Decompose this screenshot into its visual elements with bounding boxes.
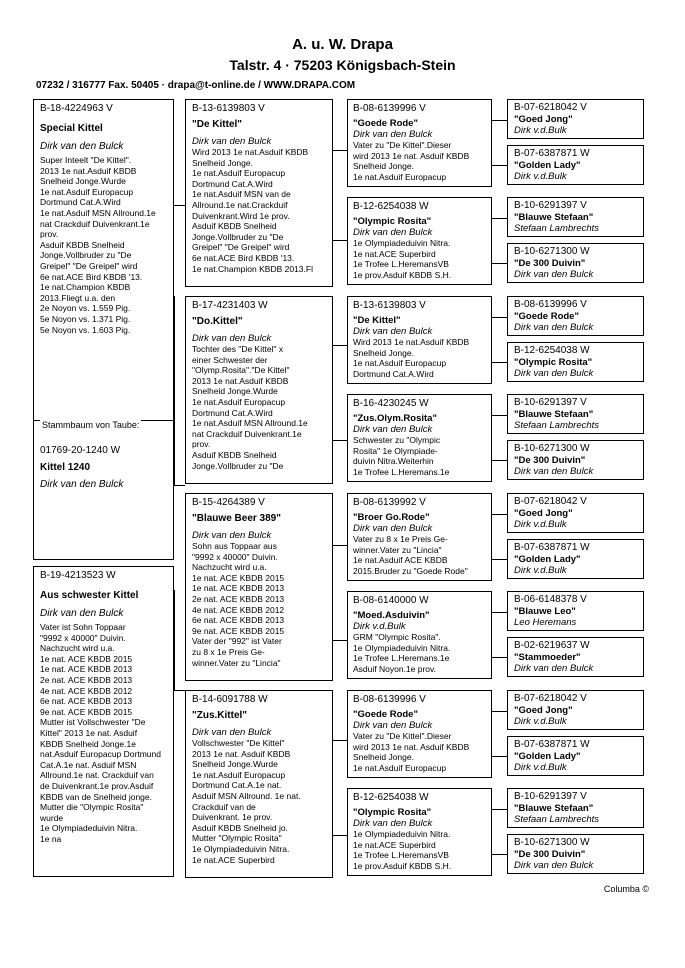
pigeon-description — [353, 337, 487, 379]
ancestor-box — [507, 690, 644, 730]
description-line: Vater der "992" ist Vater — [192, 636, 282, 647]
connector-line — [492, 460, 507, 461]
description-line: nat Crackduif Duivenkrant.1e — [192, 428, 302, 439]
description-line: Asduif KBDB Snelheid jo. — [192, 822, 288, 833]
description-line: wird 2013 1e nat. Asduif KBDB — [353, 741, 470, 752]
description-line: 4e nat. ACE KBDB 2012 — [40, 685, 133, 696]
pigeon-name: "Olympic Rosita" — [514, 357, 593, 368]
owner-name: Stefaan Lambrechts — [514, 814, 600, 825]
description-line: Asduif KBDB Snelheid — [40, 239, 125, 250]
description-line: Mutter ist Vollschwester "De — [40, 717, 146, 728]
ring-number: B-07-6387871 W — [514, 148, 590, 159]
ancestor-box — [507, 788, 644, 828]
description-line: Dortmund Cat.A.Wird — [192, 407, 273, 418]
grandparent-box — [185, 690, 333, 878]
pigeon-name: "De 300 Duivin" — [514, 849, 586, 860]
connector-line — [492, 120, 507, 121]
ring-number: B-12-6254038 W — [514, 345, 590, 356]
description-line: 1e nat.Champion KBDB — [40, 282, 131, 293]
pigeon-name: Special Kittel — [40, 123, 103, 134]
owner-name: Dirk van den Bulck — [353, 720, 433, 731]
subject-name: Kittel 1240 — [40, 462, 91, 473]
connector-line — [333, 150, 347, 151]
great-grandparent-box — [347, 296, 492, 384]
pigeon-name: "Golden Lady" — [514, 554, 581, 565]
pigeon-description — [192, 147, 328, 274]
owner-name: Dirk v.d.Bulk — [514, 762, 567, 773]
owner-name: Stefaan Lambrechts — [514, 223, 600, 234]
description-line: "9992 x 40000" Duivin. — [192, 551, 278, 562]
description-line: 1e nat.Asduif MSN Allround.1e — [192, 418, 308, 429]
ring-number: B-07-6218042 V — [514, 102, 587, 113]
description-line: Cat.A.1e nat. Asduif MSN — [40, 759, 137, 770]
pigeon-description — [192, 541, 328, 668]
connector-line — [492, 657, 507, 658]
sire-box — [33, 99, 174, 421]
description-line: Asduif Noyon.1e prov. — [353, 663, 436, 674]
stammbaum-label: Stammbaum von Taube: — [42, 420, 140, 430]
description-line: 2e Noyon vs. 1.559 Pig. — [40, 303, 131, 314]
connector-line — [174, 590, 175, 690]
description-line: winner.Vater zu "Lincia" — [192, 657, 281, 668]
description-line: 1e prov.Asduif KBDB S.H. — [353, 860, 452, 871]
stammbaum-frame — [33, 420, 174, 560]
description-line: Asduif KBDB Snelheid — [192, 449, 277, 460]
owner-name: Dirk van den Bulck — [353, 227, 433, 238]
description-line: zu 8 x 1e Preis Ge- — [192, 646, 265, 657]
description-line: Rosita" 1e Olympiade- — [353, 445, 438, 456]
owner-name: Dirk van den Bulck — [192, 333, 272, 344]
description-line: Jonge.Vollbruder zu "De — [192, 460, 284, 471]
description-line: 1e nat.ACE Superbird — [353, 248, 436, 259]
description-line: Jonge.Vollbruder zu "De — [192, 231, 284, 242]
ring-number: B-10-6271300 W — [514, 837, 590, 848]
description-line: 1e nat.Asduif Europacup — [192, 168, 286, 179]
pigeon-description — [353, 731, 487, 773]
description-line: Vater zu 8 x 1e Preis Ge- — [353, 534, 448, 544]
description-line: KBDB van de Snelheid jonge. — [40, 791, 152, 802]
ring-number: B-10-6291397 V — [514, 397, 587, 408]
description-line: nat.Asduif Europacup Dortmund — [40, 749, 161, 760]
connector-line — [492, 612, 507, 613]
pigeon-name: "Zus.Kittel" — [192, 710, 248, 721]
owner-name: Stefaan Lambrechts — [514, 420, 600, 431]
connector-line — [492, 809, 507, 810]
owner-name: Dirk van den Bulck — [192, 727, 272, 738]
great-grandparent-box — [347, 690, 492, 778]
description-line: Snelheid Jonge. — [192, 157, 253, 168]
ancestor-box — [507, 296, 644, 336]
description-line: Dortmund Cat.A.Wird — [40, 197, 121, 208]
description-line: Super Inteelt "De Kittel". — [40, 155, 132, 165]
great-grandparent-box — [347, 99, 492, 187]
pigeon-name: "Blauwe Beer 389" — [192, 513, 281, 524]
description-line: Vollschwester "De Kittel" — [192, 738, 285, 748]
description-line: 6e nat. ACE KBDB 2013 — [40, 696, 133, 707]
description-line: wird 2013 1e nat. Asduif KBDB — [353, 150, 470, 161]
description-line: 2013 1e nat.Asduif KBDB — [40, 165, 137, 176]
description-line: Wird 2013 1e nat.Asduif KBDB — [353, 337, 470, 347]
pigeon-description — [353, 534, 487, 576]
description-line: 1e nat.ACE Superbird — [353, 839, 436, 850]
connector-line — [492, 559, 507, 560]
ring-number: B-08-6139996 V — [353, 694, 426, 705]
ring-number: B-10-6271300 W — [514, 246, 590, 257]
connector-line — [492, 263, 507, 264]
description-line: einer Schwester der — [192, 354, 268, 365]
description-line: 1e nat. ACE KBDB 2013 — [40, 664, 133, 675]
pigeon-name: "Olympic Rosita" — [353, 216, 432, 227]
pigeon-name: "Broer Go.Rode" — [353, 512, 430, 523]
pigeon-name: "Blauwe Stefaan" — [514, 212, 594, 223]
description-line: Kittel" 2013 1e nat. Asduif — [40, 727, 138, 738]
ancestor-box — [507, 440, 644, 480]
connector-line — [333, 545, 347, 546]
owner-name: Leo Heremans — [514, 617, 577, 628]
pigeon-description — [353, 632, 487, 674]
ring-number: B-13-6139803 V — [192, 103, 265, 114]
owner-name: Dirk v.d.Bulk — [514, 519, 567, 530]
connector-line — [333, 640, 347, 641]
ancestor-box — [507, 197, 644, 237]
pigeon-name: "De 300 Duivin" — [514, 258, 586, 269]
breeder-name: A. u. W. Drapa — [292, 36, 393, 53]
ring-number: B-08-6140000 W — [353, 595, 429, 606]
breeder-address: Talstr. 4 · 75203 Königsbach-Stein — [229, 57, 456, 73]
description-line: duivin Nitra.Weiterhin — [353, 456, 434, 467]
description-line: 1e Olympiadeduivin Nitra. — [192, 843, 290, 854]
connector-line — [333, 740, 347, 741]
pigeon-name: "Blauwe Leo" — [514, 606, 576, 617]
description-line: KBDB Snelheid Jonge.1e — [40, 738, 136, 749]
description-line: 1e prov.Asduif KBDB S.H. — [353, 269, 452, 280]
description-line: 1e nat.ACE Superbird — [192, 854, 275, 865]
owner-name: Dirk van den Bulck — [353, 818, 433, 829]
owner-name: Dirk van den Bulck — [514, 322, 594, 333]
pigeon-name: "De Kittel" — [192, 119, 243, 130]
great-grandparent-box — [347, 394, 492, 482]
connector-line — [174, 690, 185, 691]
description-line: 2013 1e nat. Asduif KBDB — [192, 748, 291, 759]
ancestor-box — [507, 539, 644, 579]
owner-name: Dirk v.d.Bulk — [353, 621, 406, 632]
ring-number: B-07-6218042 V — [514, 693, 587, 704]
owner-name: Dirk van den Bulck — [192, 136, 272, 147]
grandparent-box — [185, 493, 333, 681]
pigeon-description — [40, 622, 169, 844]
connector-line — [492, 218, 507, 219]
pigeon-name: "Goed Jong" — [514, 114, 573, 125]
description-line: Nachzucht wird u.a. — [192, 562, 267, 573]
description-line: wurde — [40, 812, 64, 823]
connector-line — [492, 756, 507, 757]
owner-name: Dirk van den Bulck — [353, 523, 433, 534]
description-line: 1e nat.Asduif ACE KBDB — [353, 555, 448, 566]
pigeon-name: "Golden Lady" — [514, 751, 581, 762]
pigeon-name: Aus schwester Kittel — [40, 590, 139, 601]
description-line: Nachzucht wird u.a. — [40, 643, 115, 654]
description-line: 2013.Fliegt u.a. den — [40, 292, 116, 303]
pigeon-name: "Golden Lady" — [514, 160, 581, 171]
great-grandparent-box — [347, 493, 492, 581]
description-line: "9992 x 40000" Duivin. — [40, 632, 126, 643]
ring-number: B-10-6291397 V — [514, 200, 587, 211]
description-line: 1e nat.Asduif MSN Allround.1e — [40, 207, 156, 218]
description-line: 1e Trofee L.HeremansVB — [353, 850, 449, 861]
ancestor-box — [507, 736, 644, 776]
owner-name: Dirk v.d.Bulk — [514, 565, 567, 576]
pigeon-description — [353, 140, 487, 182]
description-line: 1e Trofee L.Heremans.1e — [353, 466, 450, 477]
ring-number: B-08-6139992 V — [353, 497, 426, 508]
ring-number: B-07-6218042 V — [514, 496, 587, 507]
owner-name: Dirk van den Bulck — [353, 424, 433, 435]
connector-line — [492, 711, 507, 712]
description-line: winner.Vater zu "Lincia" — [353, 544, 442, 555]
description-line: 1e nat. ACE KBDB 2015 — [192, 572, 285, 583]
ancestor-box — [507, 99, 644, 139]
owner-name: Dirk v.d.Bulk — [514, 716, 567, 727]
ancestor-box — [507, 145, 644, 185]
description-line: de Duivenkrant.1e prov.Asduif — [40, 780, 154, 791]
pigeon-name: "Goede Rode" — [353, 118, 418, 129]
description-line: Duivenkrant. 1e prov. — [192, 812, 273, 823]
pigeon-name: "De Kittel" — [353, 315, 401, 326]
connector-line — [492, 854, 507, 855]
ring-number: B-10-6271300 W — [514, 443, 590, 454]
description-line: 1e nat.Asduif Europacup — [192, 769, 286, 780]
pigeon-name: "Blauwe Stefaan" — [514, 409, 594, 420]
description-line: 1e Olympiadeduivin Nitra. — [353, 829, 451, 839]
connector-line — [492, 317, 507, 318]
great-grandparent-box — [347, 197, 492, 285]
connector-line — [174, 205, 185, 206]
description-line: Schwester zu "Olympic — [353, 435, 441, 445]
description-line: 1e Olympiadeduivin Nitra. — [353, 642, 451, 653]
great-grandparent-box — [347, 591, 492, 679]
description-line: Dortmund Cat.A.Wird — [192, 178, 273, 189]
pigeon-description — [192, 738, 328, 865]
description-line: 1e nat. ACE KBDB 2015 — [40, 653, 133, 664]
description-line: 1e nat.Asduif Europacup — [353, 762, 447, 773]
ring-number: B-07-6387871 W — [514, 739, 590, 750]
owner-name: Dirk van den Bulck — [514, 368, 594, 379]
connector-line — [492, 415, 507, 416]
pigeon-name: "Goede Rode" — [353, 709, 418, 720]
description-line: Asduif MSN Allround. 1e nat. — [192, 790, 301, 801]
pigeon-name: "De 300 Duivin" — [514, 455, 586, 466]
description-line: prov. — [40, 229, 59, 240]
description-line: 6e nat. ACE KBDB 2013 — [192, 615, 285, 626]
connector-line — [174, 296, 175, 485]
pigeon-description — [353, 829, 487, 871]
description-line: 4e nat. ACE KBDB 2012 — [192, 604, 285, 615]
pigeon-name: "Goed Jong" — [514, 508, 573, 519]
ring-number: B-10-6291397 V — [514, 791, 587, 802]
pigeon-name: "Zus.Olym.Rosita" — [353, 413, 437, 424]
owner-name: Dirk van den Bulck — [514, 466, 594, 477]
pigeon-description — [40, 155, 169, 335]
pigeon-name: "Olympic Rosita" — [353, 807, 432, 818]
ring-number: B-12-6254038 W — [353, 201, 429, 212]
ancestor-box — [507, 243, 644, 283]
description-line: Snelheid Jonge. — [353, 161, 414, 172]
description-line: Snelheid Jonge. — [353, 347, 414, 358]
description-line: 1e na — [40, 833, 62, 844]
pigeon-name: "Blauwe Stefaan" — [514, 803, 594, 814]
description-line: nat Crackduif Duivenkrant.1e — [40, 218, 150, 229]
description-line: 2015.Bruder zu "Goede Rode" — [353, 565, 468, 576]
description-line: 1e Olympiadeduivin Nitra. — [353, 238, 451, 248]
description-line: Greipel" "De Greipel" wird — [192, 242, 290, 253]
owner-name: Dirk van den Bulck — [192, 530, 272, 541]
dam-box — [33, 566, 174, 877]
pigeon-name: "Moed.Asduivin" — [353, 610, 430, 621]
connector-line — [333, 240, 347, 241]
description-line: Asduif KBDB Snelheid — [192, 221, 277, 232]
description-line: 1e nat.Asduif Europacup — [40, 186, 134, 197]
description-line: 2e nat. ACE KBDB 2013 — [40, 674, 133, 685]
description-line: 1e Trofee L.HeremansVB — [353, 259, 449, 270]
connector-line — [492, 165, 507, 166]
ring-number: B-12-6254038 W — [353, 792, 429, 803]
ancestor-box — [507, 394, 644, 434]
ring-number: B-15-4264389 V — [192, 497, 265, 508]
description-line: 1e nat.Champion KBDB 2013.Fl — [192, 263, 313, 274]
description-line: Dortmund Cat.A.1e nat. — [192, 780, 282, 791]
ancestor-box — [507, 342, 644, 382]
ring-number: B-14-6091788 W — [192, 694, 268, 705]
owner-name: Dirk van den Bulck — [353, 326, 433, 337]
connector-line — [492, 514, 507, 515]
footer-credit: Columba © — [603, 884, 649, 894]
owner-name: Dirk van den Bulck — [40, 141, 124, 152]
description-line: Mutter "Olympic Rosita" — [192, 833, 282, 844]
description-line: 2013 1e nat.Asduif KBDB — [192, 375, 289, 386]
ring-number: B-02-6219637 W — [514, 640, 590, 651]
description-line: 1e Olympiadeduivin Nitra. — [40, 823, 138, 834]
subject-ring-number: 01769-20-1240 W — [40, 445, 121, 456]
owner-name: Dirk van den Bulck — [40, 608, 124, 619]
description-line: Sohn aus Toppaar aus — [192, 541, 277, 551]
description-line: GRM "Olympic Rosita". — [353, 632, 441, 642]
description-line: Snelheid Jonge.Wurde — [192, 386, 278, 397]
pigeon-description — [353, 435, 487, 477]
description-line: "Olymp.Rosita"."De Kittel" — [192, 365, 290, 376]
description-line: Allround.1e nat. Crackduif van — [40, 770, 154, 781]
owner-name: Dirk van den Bulck — [353, 129, 433, 140]
ring-number: B-07-6387871 W — [514, 542, 590, 553]
breeder-contact: 07232 / 316777 Fax. 50405 · drapa@t-online.de / WWW.DRAPA.COM — [36, 80, 356, 91]
connector-line — [333, 835, 347, 836]
description-line: Wird 2013 1e nat.Asduif KBDB — [192, 147, 309, 157]
owner-name: Dirk van den Bulck — [514, 860, 594, 871]
pigeon-name: "Goede Rode" — [514, 311, 579, 322]
subject-owner: Dirk van den Bulck — [40, 479, 124, 490]
connector-line — [174, 485, 185, 486]
ring-number: B-16-4230245 W — [353, 398, 429, 409]
pigeon-description — [192, 344, 328, 471]
grandparent-box — [185, 296, 333, 484]
description-line: Duivenkrant.Wird 1e prov. — [192, 210, 290, 221]
description-line: 5e Noyon vs. 1.371 Pig. — [40, 313, 131, 324]
ancestor-box — [507, 591, 644, 631]
ancestor-box — [507, 637, 644, 677]
description-line: Vater ist Sohn Toppaar — [40, 622, 126, 632]
ancestor-box — [507, 834, 644, 874]
description-line: 1e nat.Asduif MSN van de — [192, 189, 291, 200]
description-line: Snelheid Jonge. — [353, 752, 414, 763]
description-line: Tochter des "De Kittel" x — [192, 344, 284, 354]
description-line: Jonge.Vollbruder zu "De — [40, 250, 132, 261]
description-line: Snelheid Jonge.Wurde — [192, 759, 278, 770]
description-line: Crackduif van de — [192, 801, 256, 812]
ring-number: B-08-6139996 V — [514, 299, 587, 310]
description-line: Mutter die "Olympic Rosita" — [40, 802, 144, 813]
ring-number: B-17-4231403 W — [192, 300, 268, 311]
pigeon-name: "Do.Kittel" — [192, 316, 243, 327]
description-line: 1e Trofee L.Heremans.1e — [353, 653, 450, 664]
description-line: 1e nat.Asduif Europacup — [353, 358, 447, 369]
description-line: Greipel" "De Greipel" wird — [40, 260, 138, 271]
ring-number: B-13-6139803 V — [353, 300, 426, 311]
ancestor-box — [507, 493, 644, 533]
description-line: 9e nat. ACE KBDB 2015 — [40, 706, 133, 717]
description-line: 1e nat.Asduif Europacup — [353, 171, 447, 182]
description-line: Vater zu "De Kittel".Dieser — [353, 140, 452, 150]
grandparent-box — [185, 99, 333, 287]
description-line: Allround.1e nat.Crackduif — [192, 199, 288, 210]
connector-line — [333, 345, 347, 346]
pigeon-name: "Stammoeder" — [514, 652, 581, 663]
description-line: 6e nat.ACE Bird KBDB '13. — [40, 271, 143, 282]
ring-number: B-06-6148378 V — [514, 594, 587, 605]
owner-name: Dirk van den Bulck — [514, 269, 594, 280]
owner-name: Dirk v.d.Bulk — [514, 125, 567, 136]
description-line: prov. — [192, 439, 211, 450]
pigeon-description — [353, 238, 487, 280]
ring-number: B-08-6139996 V — [353, 103, 426, 114]
connector-line — [333, 440, 347, 441]
description-line: 5e Noyon vs. 1.603 Pig. — [40, 324, 131, 335]
description-line: Vater zu "De Kittel".Dieser — [353, 731, 452, 741]
description-line: 9e nat. ACE KBDB 2015 — [192, 625, 285, 636]
owner-name: Dirk van den Bulck — [514, 663, 594, 674]
ring-number: B-18-4224963 V — [40, 103, 113, 114]
description-line: 6e nat.ACE Bird KBDB '13. — [192, 252, 295, 263]
great-grandparent-box — [347, 788, 492, 876]
description-line: 1e nat.Asduif Europacup — [192, 396, 286, 407]
pigeon-name: "Goed Jong" — [514, 705, 573, 716]
owner-name: Dirk v.d.Bulk — [514, 171, 567, 182]
description-line: Snelheid Jonge.Wurde — [40, 176, 126, 187]
ring-number: B-19-4213523 W — [40, 570, 116, 581]
description-line: Dortmund Cat.A.Wird — [353, 368, 434, 379]
description-line: 2e nat. ACE KBDB 2013 — [192, 593, 285, 604]
connector-line — [492, 362, 507, 363]
description-line: 1e nat. ACE KBDB 2013 — [192, 583, 285, 594]
